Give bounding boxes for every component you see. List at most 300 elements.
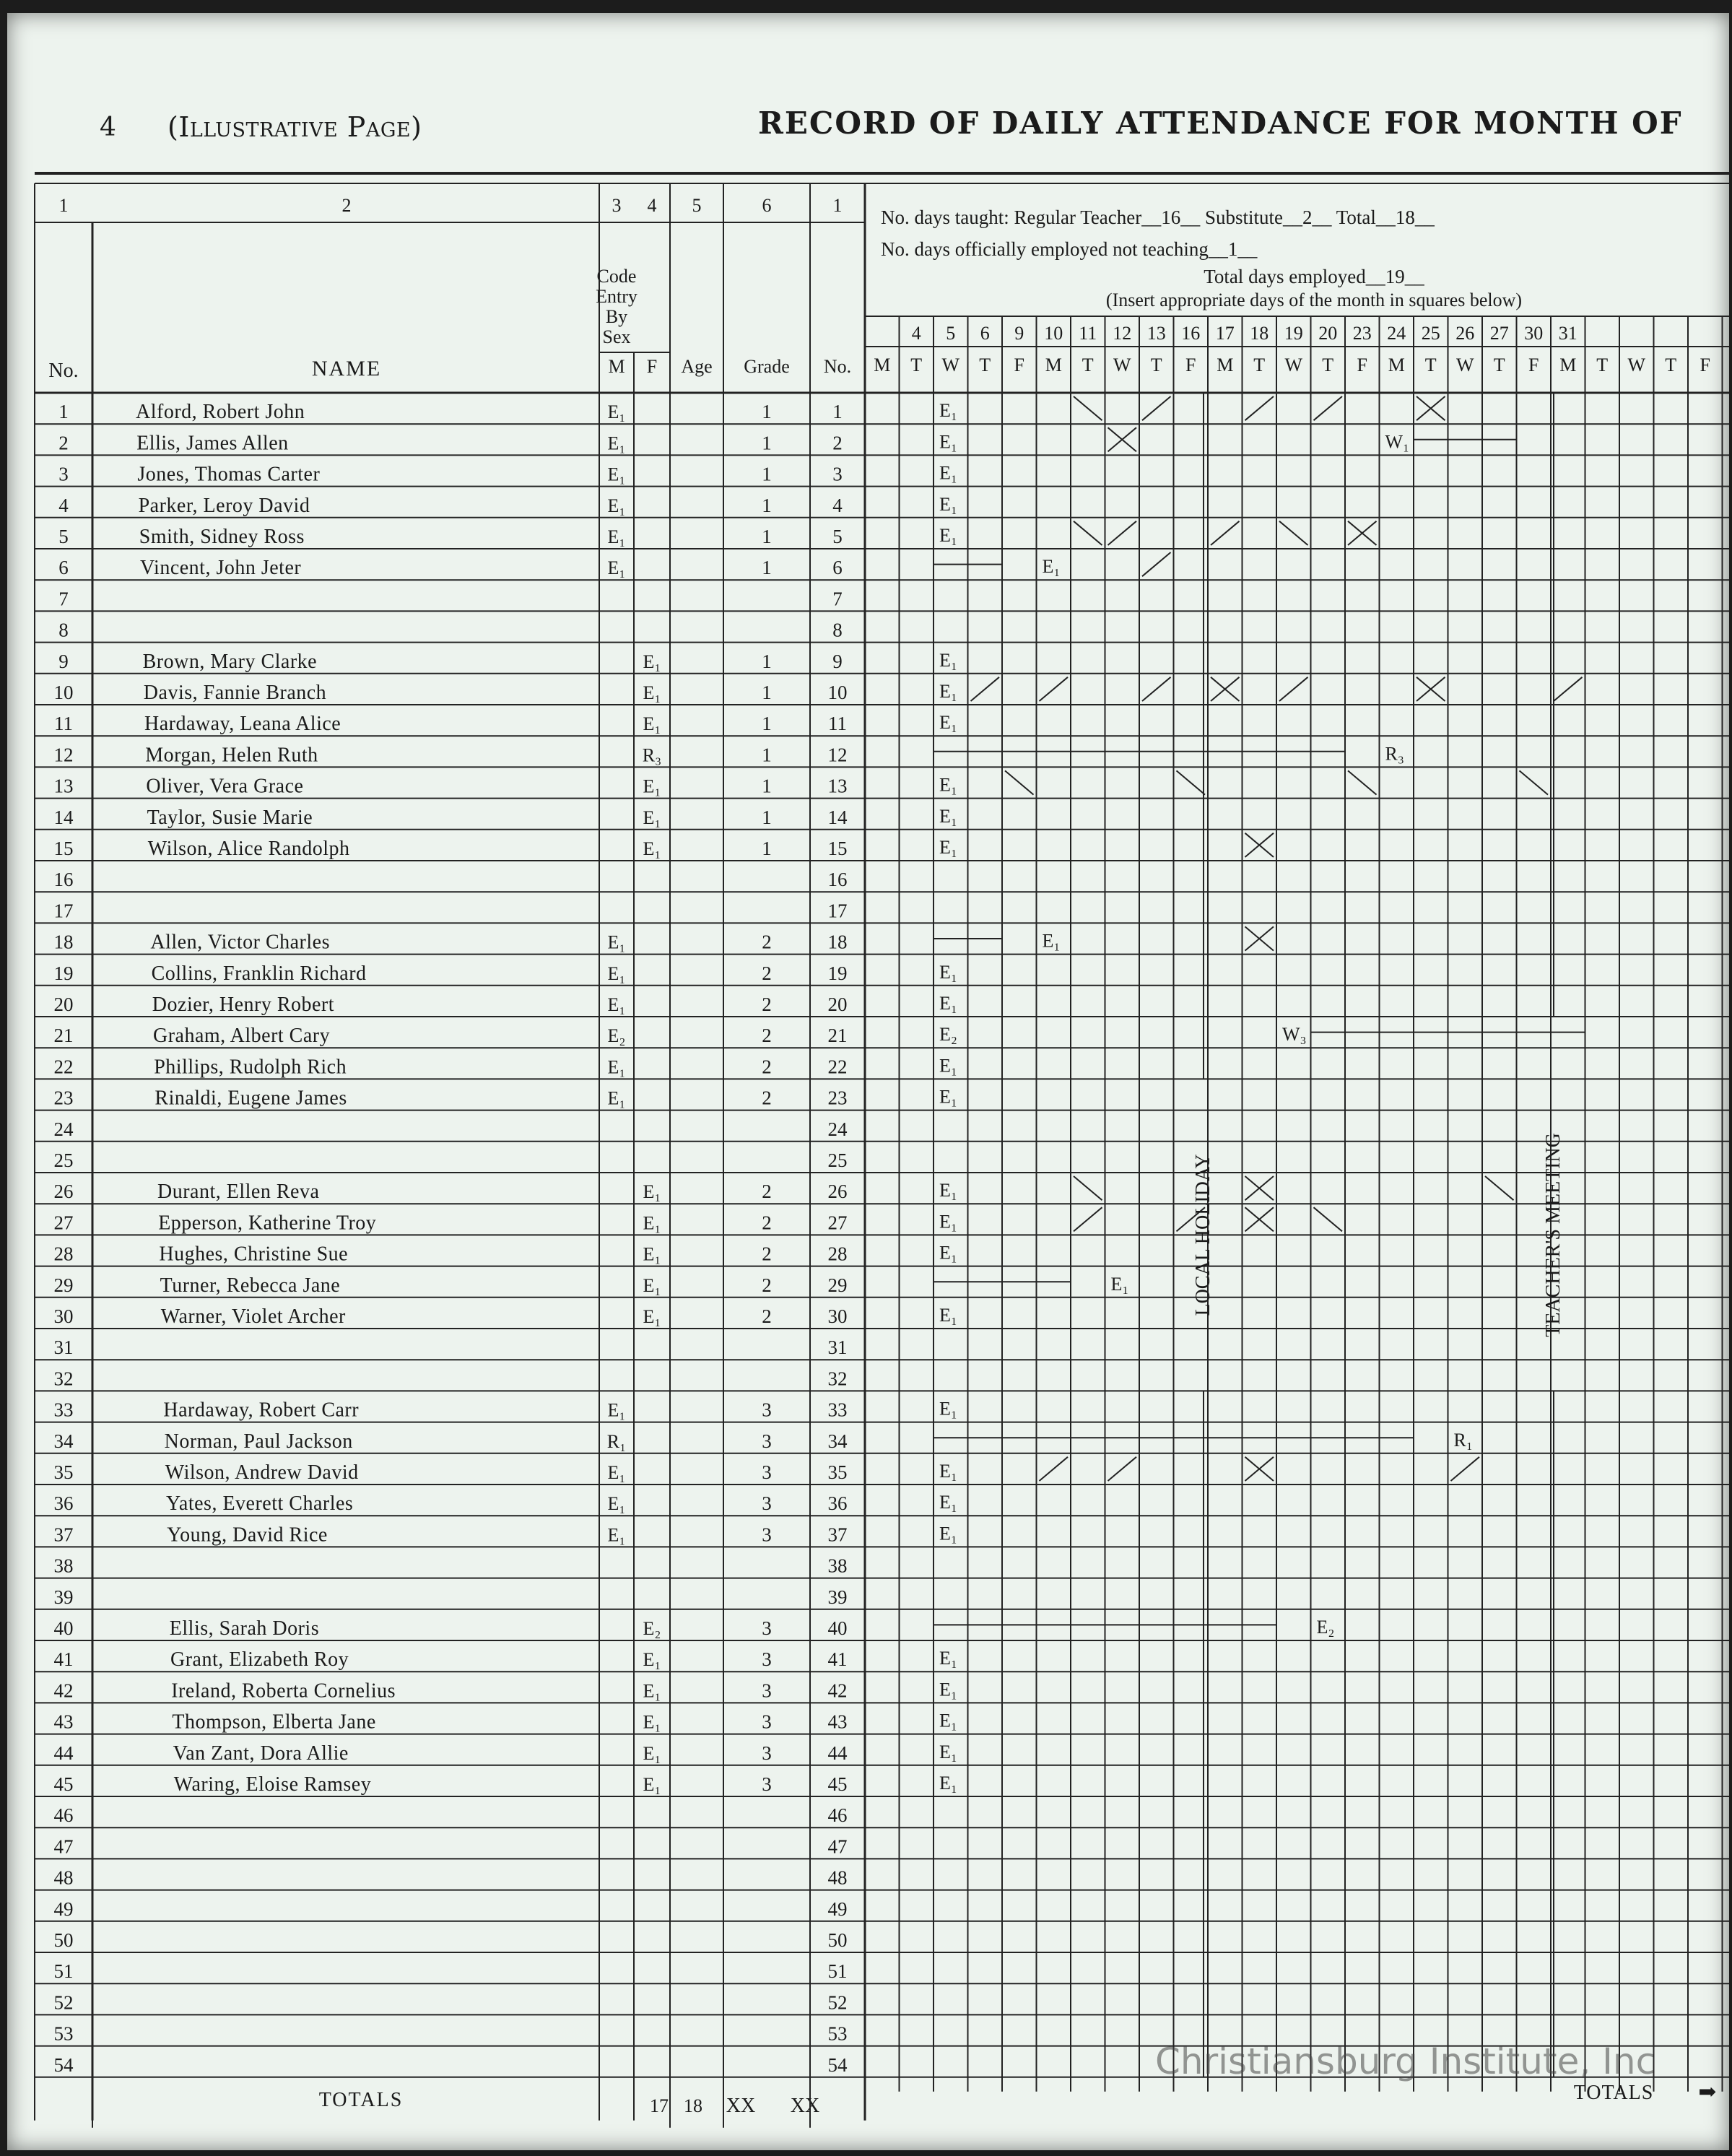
row-number-right: 8 — [832, 619, 843, 641]
student-name: Jones, Thomas Carter — [137, 463, 321, 486]
row-number: 35 — [53, 1461, 74, 1483]
day-number: 16 — [1181, 323, 1201, 344]
row-number-right: 51 — [827, 1960, 848, 1983]
sex-m-entry: E₁ — [607, 994, 626, 1015]
sex-m-entry: R₁ — [606, 1430, 627, 1452]
row-number-right: 27 — [827, 1212, 848, 1234]
student-name: Graham, Albert Cary — [153, 1025, 331, 1048]
grade-entry: 1 — [762, 650, 772, 672]
attendance-mark — [1520, 770, 1549, 794]
grade-entry: 1 — [762, 401, 772, 423]
attendance-mark — [1074, 521, 1102, 545]
day-number: 4 — [911, 323, 921, 344]
attendance-mark — [1108, 1457, 1137, 1481]
weekday-letter: T — [1082, 355, 1094, 375]
sex-f-entry: E₁ — [643, 713, 661, 735]
row-number-right: 28 — [827, 1243, 848, 1265]
row-number: 43 — [53, 1711, 74, 1733]
attendance-mark — [1245, 396, 1274, 420]
grade-entry: 1 — [762, 744, 772, 766]
student-name: Grant, Elizabeth Roy — [170, 1648, 349, 1672]
attendance-mark — [1074, 1176, 1102, 1200]
attendance-mark — [971, 677, 1000, 701]
row-number-right: 17 — [827, 900, 848, 922]
student-name: Davis, Fannie Branch — [143, 682, 327, 704]
student-name: Oliver, Vera Grace — [146, 775, 304, 798]
attendance-mark — [1074, 1207, 1102, 1231]
day-number: 17 — [1215, 323, 1235, 344]
row-number-right: 46 — [827, 1804, 848, 1827]
weekday-letter: T — [1596, 355, 1609, 375]
attendance-entry: R₃ — [1385, 743, 1404, 765]
totals-f: 18 — [684, 2095, 702, 2116]
student-name: Hardaway, Leana Alice — [144, 713, 341, 736]
row-number-right: 11 — [828, 713, 847, 735]
attendance-entry: E₁ — [939, 712, 957, 734]
grade-entry: 2 — [762, 1056, 772, 1078]
attendance-mark — [1005, 770, 1034, 794]
grade-entry: 2 — [762, 1212, 772, 1234]
attendance-mark — [1485, 1176, 1514, 1200]
attendance-mark — [1279, 521, 1308, 545]
grade-entry: 1 — [762, 682, 772, 703]
row-number: 42 — [53, 1679, 74, 1702]
row-number: 45 — [53, 1773, 74, 1795]
sex-m-entry: E₁ — [607, 1462, 626, 1483]
record-page — [7, 13, 1729, 2150]
student-name: Hughes, Christine Sue — [159, 1243, 349, 1266]
sex-m-header: M — [608, 356, 625, 377]
attendance-mark — [1554, 677, 1583, 701]
row-number-right: 26 — [827, 1181, 848, 1203]
attendance-entry: E₁ — [939, 525, 957, 546]
row-number-right: 9 — [832, 650, 843, 672]
row-number-right: 45 — [827, 1773, 848, 1795]
row-number-right: 39 — [827, 1586, 848, 1608]
attendance-mark — [1314, 1207, 1343, 1231]
student-name: Ellis, Sarah Doris — [169, 1617, 320, 1640]
student-name: Waring, Eloise Ramsey — [173, 1773, 372, 1796]
grade-entry: 3 — [762, 1523, 772, 1546]
attendance-mark — [1279, 677, 1308, 701]
sex-m-entry: E₁ — [607, 557, 626, 579]
row-number-right: 7 — [832, 588, 843, 610]
attendance-mark — [1040, 1457, 1069, 1481]
attendance-entry: W₁ — [1385, 431, 1410, 453]
row-number: 37 — [53, 1523, 74, 1546]
weekday-letter: M — [1045, 355, 1062, 375]
row-number: 47 — [53, 1835, 74, 1858]
sex-f-entry: E₁ — [643, 682, 661, 703]
totals-m: 17 — [650, 2095, 669, 2116]
row-number-right: 1 — [832, 401, 843, 423]
row-number-right: 43 — [827, 1711, 848, 1733]
attendance-entry: E₁ — [939, 774, 957, 796]
row-number: 20 — [53, 994, 74, 1015]
weekday-letter: T — [1322, 355, 1334, 375]
grade-entry: 1 — [762, 557, 772, 579]
row-number-right: 19 — [827, 962, 848, 984]
grade-column-header: Grade — [744, 356, 790, 377]
student-name: Thompson, Elberta Jane — [172, 1711, 376, 1734]
row-number-right: 41 — [827, 1648, 848, 1671]
sex-f-header: F — [646, 356, 658, 377]
student-name: Allen, Victor Charles — [150, 931, 330, 954]
grade-entry: 3 — [762, 1461, 772, 1483]
sex-m-entry: E₁ — [607, 464, 626, 485]
row-number-right: 35 — [827, 1461, 848, 1483]
grade-entry: 2 — [762, 1087, 772, 1109]
row-number: 39 — [53, 1586, 74, 1608]
row-number: 4 — [58, 494, 69, 516]
attendance-mark — [1074, 396, 1102, 420]
sex-m-entry: E₂ — [607, 1025, 626, 1047]
row-number-right: 37 — [827, 1523, 848, 1546]
row-number: 22 — [53, 1056, 74, 1078]
code-entry-header: Code — [596, 266, 637, 287]
row-number-right: 2 — [832, 432, 843, 454]
row-number: 26 — [53, 1181, 74, 1203]
grade-entry: 3 — [762, 1742, 772, 1764]
row-number: 24 — [53, 1118, 74, 1140]
totals-label: TOTALS — [318, 2088, 404, 2111]
row-number-right: 6 — [832, 557, 843, 579]
row-number-right: 16 — [827, 869, 848, 891]
attendance-entry: W₃ — [1282, 1024, 1307, 1046]
row-number: 49 — [53, 1898, 74, 1920]
attendance-entry: E₁ — [939, 805, 957, 827]
grade-entry: 1 — [762, 775, 772, 797]
weekday-letter: M — [1217, 355, 1234, 375]
attendance-entry: E₁ — [939, 1648, 957, 1669]
page-title: RECORD OF DAILY ATTENDANCE FOR MONTH OF — [758, 105, 1683, 141]
row-number: 44 — [53, 1742, 74, 1764]
sex-m-entry: E₁ — [607, 401, 626, 423]
attendance-entry: E₂ — [939, 1024, 957, 1046]
student-name: Collins, Franklin Richard — [151, 962, 367, 985]
row-number: 51 — [53, 1960, 74, 1983]
row-number-right: 48 — [827, 1866, 848, 1889]
student-name: Ellis, James Allen — [136, 432, 289, 455]
row-number: 21 — [53, 1025, 74, 1047]
code-entry-header: Entry — [596, 286, 637, 307]
grade-entry: 1 — [762, 838, 772, 859]
attendance-entry: E₁ — [939, 1180, 957, 1201]
sex-m-entry: E₁ — [607, 526, 626, 547]
student-name: Parker, Leroy David — [138, 494, 310, 517]
day-number: 5 — [946, 323, 956, 344]
row-number: 7 — [58, 588, 69, 610]
weekday-letter: W — [1627, 355, 1646, 375]
row-number: 40 — [53, 1617, 74, 1639]
student-name: Morgan, Helen Ruth — [145, 744, 318, 767]
grade-entry: 3 — [762, 1492, 772, 1515]
row-number: 29 — [53, 1274, 74, 1296]
weekday-letter: T — [1424, 355, 1437, 375]
day-number: 10 — [1044, 323, 1063, 344]
row-number: 31 — [53, 1336, 74, 1359]
grade-entry: 3 — [762, 1430, 772, 1452]
row-number-right: 29 — [827, 1274, 848, 1296]
weekday-letter: F — [1185, 355, 1196, 375]
sex-f-entry: E₁ — [643, 1649, 661, 1671]
student-name: Vincent, John Jeter — [140, 557, 302, 580]
row-number: 5 — [58, 526, 69, 547]
attendance-mark — [1348, 770, 1377, 794]
student-name: Turner, Rebecca Jane — [160, 1274, 341, 1297]
weekday-letter: M — [874, 355, 891, 375]
attendance-entry: E₁ — [939, 1086, 957, 1108]
grade-entry: 2 — [762, 1274, 772, 1296]
sex-f-entry: E₁ — [643, 807, 661, 828]
day-number: 27 — [1489, 323, 1509, 344]
row-number-right: 15 — [827, 838, 848, 859]
grade-entry: 1 — [762, 463, 772, 485]
grade-entry: 2 — [762, 1025, 772, 1047]
grade-entry: 2 — [762, 1243, 772, 1265]
sex-f-entry: E₁ — [643, 1212, 661, 1234]
weekday-letter: T — [910, 355, 923, 375]
attendance-entry: E₁ — [939, 462, 957, 484]
row-number: 36 — [53, 1492, 74, 1515]
student-name: Smith, Sidney Ross — [139, 526, 305, 548]
teachers-meeting-label: TEACHER'S MEETING — [1542, 1133, 1565, 1337]
row-number-right: 53 — [827, 2022, 848, 2045]
sex-m-entry: E₁ — [607, 1087, 626, 1109]
row-number: 16 — [53, 869, 74, 891]
day-number: 6 — [980, 323, 990, 344]
attendance-entry: E₁ — [939, 961, 957, 983]
student-name: Taylor, Susie Marie — [147, 806, 313, 829]
totals-right-label: TOTALS — [1573, 2081, 1654, 2104]
weekday-letter: T — [1493, 355, 1505, 375]
student-name: Norman, Paul Jackson — [164, 1430, 353, 1453]
row-number-right: 44 — [827, 1742, 848, 1764]
row-number-right: 14 — [827, 806, 848, 828]
attendance-entry: E₁ — [939, 1710, 957, 1731]
grade-entry: 2 — [762, 1305, 772, 1327]
row-number: 38 — [53, 1555, 74, 1577]
name-column-header: NAME — [311, 357, 382, 381]
attendance-entry: E₁ — [939, 400, 957, 422]
student-name: Brown, Mary Clarke — [142, 650, 318, 673]
attendance-entry: E₁ — [939, 1461, 957, 1482]
row-number: 23 — [53, 1087, 74, 1109]
row-number-right: 13 — [827, 775, 848, 797]
sex-f-entry: E₁ — [643, 1181, 661, 1203]
attendance-entry: E₁ — [939, 1741, 957, 1762]
attendance-mark — [1211, 521, 1240, 545]
student-name: Epperson, Katherine Troy — [158, 1212, 377, 1235]
grade-entry: 2 — [762, 1181, 772, 1203]
row-number: 53 — [53, 2022, 74, 2045]
summary-not-teaching: No. days officially employed not teaching__1__ — [881, 238, 1258, 260]
row-number-right: 49 — [827, 1898, 848, 1920]
row-number-right: 50 — [827, 1929, 848, 1951]
student-name: Wilson, Alice Randolph — [147, 838, 350, 860]
grade-entry: 1 — [762, 526, 772, 547]
code-entry-header: By — [605, 306, 628, 327]
attendance-entry: E₁ — [939, 649, 957, 671]
day-number: 11 — [1079, 323, 1097, 344]
attendance-entry: E₁ — [939, 1211, 957, 1233]
student-name: Phillips, Rudolph Rich — [154, 1056, 347, 1079]
student-name: Rinaldi, Eugene James — [155, 1087, 347, 1110]
attendance-entry: E₁ — [939, 1242, 957, 1264]
attendance-mark — [1108, 521, 1137, 545]
row-number-right: 30 — [827, 1305, 848, 1327]
watermark: Christiansburg Institute, Inc — [1155, 2040, 1656, 2082]
sex-m-entry: E₁ — [607, 1056, 626, 1078]
page-number: 4 — [100, 113, 116, 142]
column-number: 3 — [612, 195, 622, 216]
row-number: 46 — [53, 1804, 74, 1827]
row-number-right: 20 — [827, 994, 848, 1015]
day-number: 26 — [1455, 323, 1475, 344]
row-number-right: 18 — [827, 931, 848, 953]
totals-grade: XX — [790, 2094, 820, 2117]
row-number-right: 10 — [827, 682, 848, 703]
column-number: 1 — [832, 195, 843, 216]
row-number-right: 40 — [827, 1617, 848, 1639]
attendance-entry: E₁ — [939, 1679, 957, 1700]
grade-entry: 3 — [762, 1679, 772, 1702]
attendance-mark — [1142, 677, 1171, 701]
day-number: 24 — [1387, 323, 1406, 344]
sex-f-entry: E₁ — [643, 1274, 661, 1296]
row-number-right: 4 — [832, 494, 843, 516]
row-number: 17 — [53, 900, 74, 922]
weekday-letter: T — [979, 355, 991, 375]
sex-f-entry: E₁ — [643, 775, 661, 797]
totals-age: XX — [726, 2094, 756, 2117]
weekday-letter: T — [1253, 355, 1266, 375]
sex-f-entry: E₁ — [643, 838, 661, 859]
no2-column-header: No. — [823, 356, 852, 377]
grade-entry: 1 — [762, 806, 772, 828]
weekday-letter: F — [1700, 355, 1710, 375]
student-name: Young, David Rice — [167, 1523, 328, 1547]
attendance-entry: E₁ — [939, 1055, 957, 1077]
student-name: Hardaway, Robert Carr — [163, 1399, 360, 1422]
row-number: 10 — [53, 682, 74, 703]
attendance-entry: E₁ — [939, 1398, 957, 1420]
row-number: 13 — [53, 775, 74, 797]
row-number-right: 38 — [827, 1555, 848, 1577]
student-name: Wilson, Andrew David — [165, 1461, 359, 1484]
grade-entry: 3 — [762, 1617, 772, 1639]
attendance-entry: E₁ — [939, 1523, 957, 1544]
summary-instructions: (Insert appropriate days of the month in squares below) — [1105, 290, 1523, 310]
attendance-entry: E₁ — [939, 993, 957, 1014]
attendance-mark — [1451, 1457, 1480, 1481]
column-number: 2 — [341, 195, 352, 216]
page-label: (Illustrative Page) — [167, 111, 422, 143]
sex-f-entry: E₁ — [643, 1306, 661, 1327]
sex-m-entry: E₁ — [607, 1493, 626, 1515]
row-number: 6 — [58, 557, 69, 579]
attendance-entry: E₁ — [939, 431, 957, 453]
column-number: 4 — [647, 195, 657, 216]
grade-entry: 2 — [762, 931, 772, 953]
row-number-right: 42 — [827, 1679, 848, 1702]
weekday-letter: T — [1665, 355, 1677, 375]
column-number: 1 — [58, 195, 69, 216]
row-number: 52 — [53, 1991, 74, 2014]
weekday-letter: M — [1559, 355, 1577, 375]
sex-m-entry: E₁ — [607, 962, 626, 984]
grade-entry: 2 — [762, 962, 772, 984]
attendance-mark — [1142, 552, 1171, 576]
row-number-right: 54 — [827, 2053, 848, 2076]
row-number-right: 33 — [827, 1399, 848, 1421]
row-number-right: 36 — [827, 1492, 848, 1515]
row-number: 32 — [53, 1368, 74, 1390]
attendance-entry: R₁ — [1453, 1429, 1473, 1451]
row-number: 50 — [53, 1929, 74, 1951]
attendance-mark — [1142, 396, 1171, 420]
row-number: 12 — [53, 744, 74, 766]
weekday-letter: W — [1113, 355, 1131, 375]
day-number: 9 — [1014, 323, 1024, 344]
row-number: 34 — [53, 1430, 74, 1452]
grade-entry: 3 — [762, 1773, 772, 1795]
row-number: 18 — [53, 931, 74, 953]
local-holiday-label: LOCAL HOLIDAY — [1192, 1154, 1214, 1316]
day-number: 19 — [1284, 323, 1303, 344]
row-number: 33 — [53, 1399, 74, 1421]
day-number: 13 — [1146, 323, 1166, 344]
attendance-entry: E₁ — [939, 681, 957, 702]
row-number: 8 — [58, 619, 69, 641]
sex-f-entry: R₃ — [642, 744, 662, 766]
attendance-mark — [1314, 396, 1343, 420]
row-number-right: 25 — [827, 1149, 848, 1171]
attendance-mark — [1040, 677, 1069, 701]
row-number-right: 21 — [827, 1025, 848, 1047]
row-number-right: 47 — [827, 1835, 848, 1858]
weekday-letter: M — [1388, 355, 1405, 375]
grade-entry: 1 — [762, 494, 772, 516]
student-name: Durant, Ellen Reva — [157, 1181, 320, 1204]
row-number-right: 3 — [832, 463, 843, 485]
attendance-entry: E₁ — [939, 1773, 957, 1794]
row-number: 2 — [58, 432, 69, 454]
day-number: 23 — [1352, 323, 1372, 344]
sex-m-entry: E₁ — [607, 432, 626, 454]
student-name: Yates, Everett Charles — [166, 1492, 354, 1516]
row-number: 3 — [58, 463, 69, 485]
column-number: 5 — [692, 195, 702, 216]
attendance-entry: E₁ — [939, 493, 957, 515]
sex-f-entry: E₁ — [643, 1774, 661, 1795]
day-number: 12 — [1113, 323, 1132, 344]
row-number: 9 — [58, 650, 69, 672]
row-number-right: 23 — [827, 1087, 848, 1109]
sex-m-entry: E₁ — [607, 1399, 626, 1421]
sex-m-entry: E₁ — [607, 495, 626, 516]
sex-f-entry: E₁ — [643, 1680, 661, 1702]
attendance-mark — [1177, 770, 1206, 794]
row-number: 1 — [58, 401, 69, 423]
sex-f-entry: E₁ — [643, 651, 661, 672]
day-number: 30 — [1524, 323, 1544, 344]
sex-f-entry: E₁ — [643, 1742, 661, 1764]
no-column-header: No. — [48, 360, 79, 382]
row-number: 11 — [54, 713, 73, 735]
row-number: 14 — [53, 806, 74, 828]
row-number: 25 — [53, 1149, 74, 1171]
